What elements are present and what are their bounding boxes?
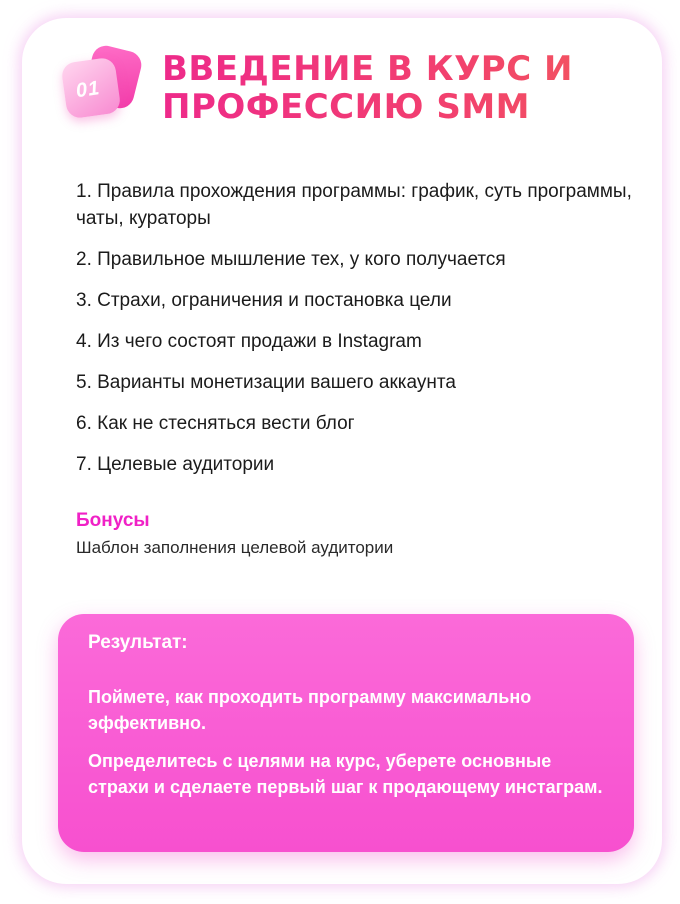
module-number-badge bbox=[62, 48, 140, 120]
module-title: ВВЕДЕНИЕ В КУРС И ПРОФЕССИЮ SMM bbox=[162, 50, 642, 126]
result-paragraph: Определитесь с целями на курс, уберете основные страхи и сделаете первый шаг к продающему инстаграм. bbox=[88, 751, 603, 797]
result-box bbox=[58, 614, 634, 852]
result-heading: Результат: bbox=[88, 632, 188, 653]
list-item: 3. Страхи, ограничения и постановка цели bbox=[76, 290, 452, 311]
topic-list bbox=[76, 178, 636, 492]
list-item: 4. Из чего состоят продажи в Instagram bbox=[76, 331, 422, 352]
bonus-heading: Бонусы bbox=[76, 510, 150, 531]
list-item: 6. Как не стесняться вести блог bbox=[76, 413, 355, 434]
module-number: 01 bbox=[74, 77, 102, 103]
module-card bbox=[22, 18, 662, 884]
list-item: 2. Правильное мышление тех, у кого получается bbox=[76, 249, 506, 270]
bonus-text: Шаблон заполнения целевой аудитории bbox=[76, 538, 394, 557]
list-item: 5. Варианты монетизации вашего аккаунта bbox=[76, 372, 456, 393]
result-paragraph: Поймете, как проходить программу максимально эффективно. bbox=[88, 687, 532, 733]
list-item: 7. Целевые аудитории bbox=[76, 454, 275, 475]
list-item: 1. Правила прохождения программы: график, суть программы, чаты, кураторы bbox=[76, 181, 632, 229]
